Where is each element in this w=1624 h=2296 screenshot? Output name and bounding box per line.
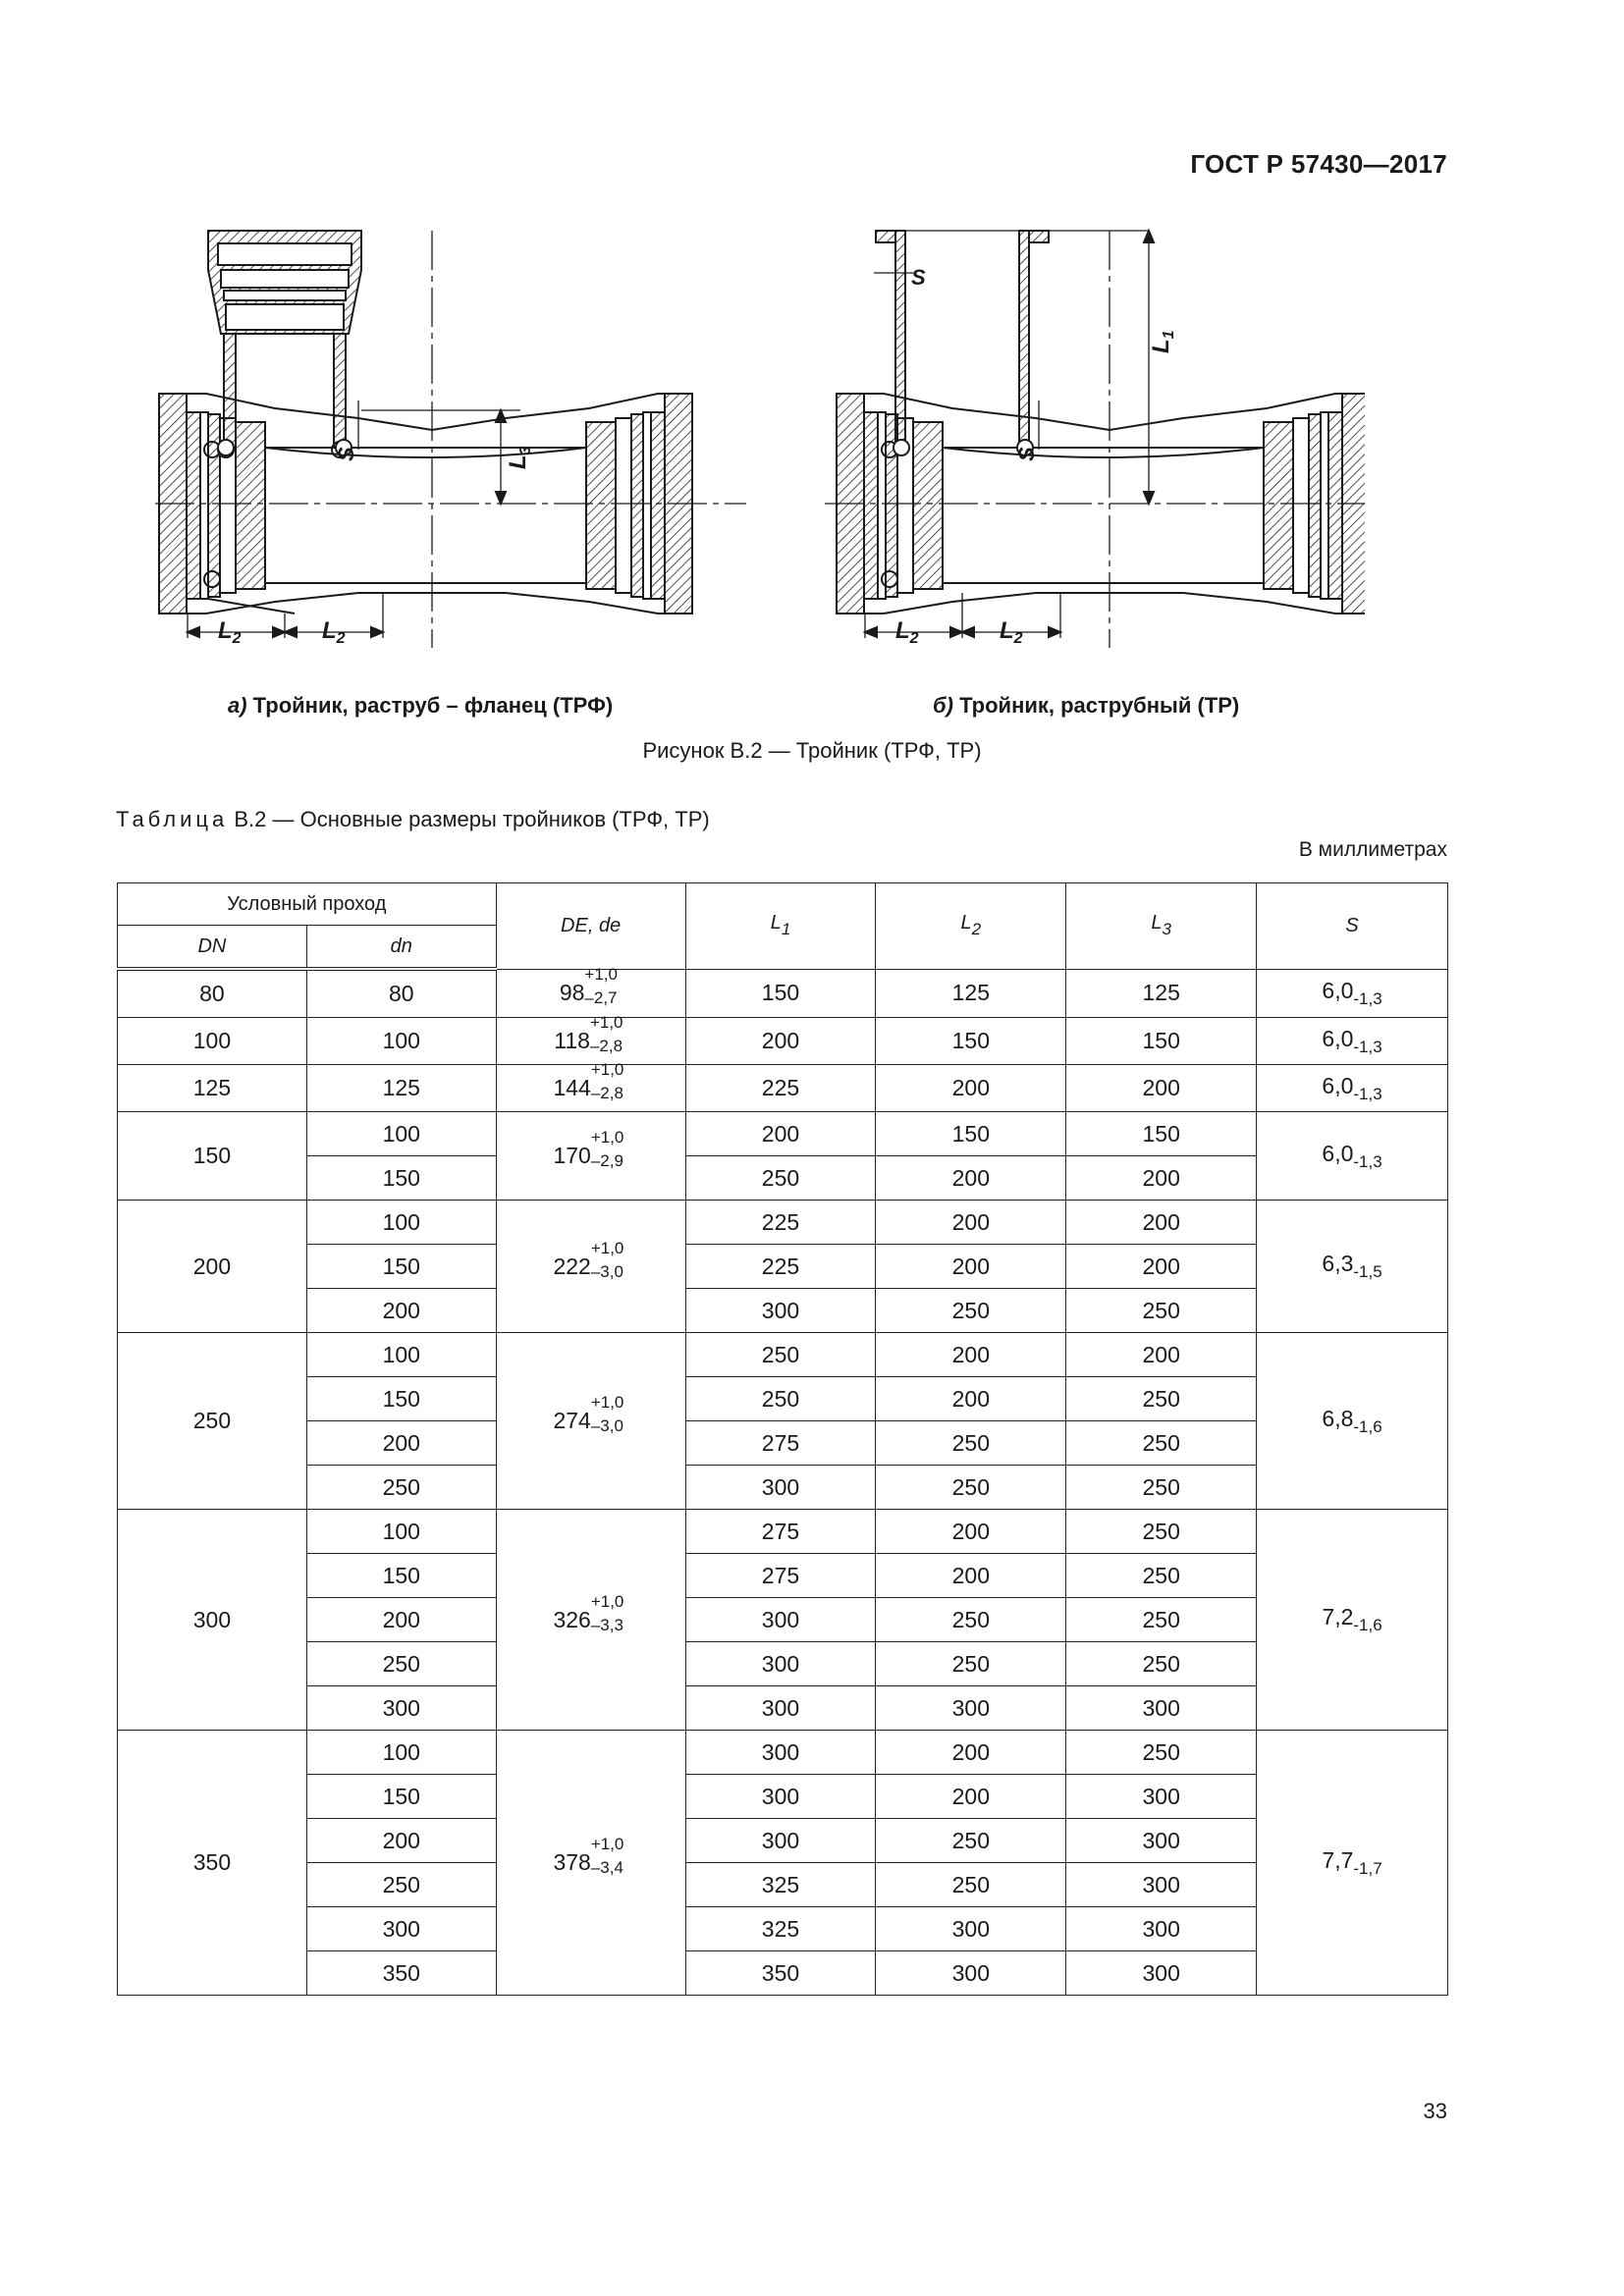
cell-l2: 150 — [876, 1018, 1066, 1065]
cell-l1: 275 — [685, 1421, 876, 1466]
de-value: 378 — [553, 1849, 591, 1875]
cell-dn-lower: 150 — [306, 1377, 496, 1421]
cell-l2: 250 — [876, 1819, 1066, 1863]
cell-dn-lower: 100 — [306, 1018, 496, 1065]
dimensions-table — [117, 882, 1448, 1996]
caption-a-text: Тройник, раструб – фланец (ТРФ) — [246, 693, 614, 718]
cell-l2: 200 — [876, 1554, 1066, 1598]
table-caption-word: Таблица — [116, 807, 229, 831]
drawing-b-tee-socket — [825, 231, 1365, 648]
de-tol-minus: –3,3 — [590, 1615, 623, 1634]
cell-l3: 300 — [1066, 1863, 1257, 1907]
s-value: 6,0 — [1322, 1072, 1354, 1098]
s-value: 7,7 — [1322, 1846, 1354, 1873]
table-row — [118, 1951, 1448, 1996]
cell-de — [496, 1201, 685, 1333]
cell-l2: 250 — [876, 1289, 1066, 1333]
cell-l3: 200 — [1066, 1333, 1257, 1377]
cell-l3: 200 — [1066, 1245, 1257, 1289]
cell-l3: 250 — [1066, 1421, 1257, 1466]
cell-l2: 250 — [876, 1598, 1066, 1642]
header-nominal: Условный проход — [118, 883, 497, 926]
cell-de — [496, 1731, 685, 1996]
cell-l2: 300 — [876, 1951, 1066, 1996]
cell-dn-lower: 250 — [306, 1863, 496, 1907]
cell-l2: 125 — [876, 969, 1066, 1018]
cell-l2: 150 — [876, 1112, 1066, 1156]
cell-l1: 300 — [685, 1598, 876, 1642]
cell-dn-lower: 150 — [306, 1245, 496, 1289]
cell-dn-lower: 200 — [306, 1819, 496, 1863]
cell-l3: 250 — [1066, 1466, 1257, 1510]
table-row — [118, 1819, 1448, 1863]
header-s: S — [1257, 883, 1448, 970]
cell-l1: 250 — [685, 1333, 876, 1377]
cell-s — [1257, 1065, 1448, 1112]
table-row — [118, 1466, 1448, 1510]
de-tol-plus: +1,0 — [590, 1591, 624, 1611]
cell-l3: 300 — [1066, 1951, 1257, 1996]
tee-drawings — [147, 226, 1365, 648]
cell-dn-lower: 100 — [306, 1510, 496, 1554]
svg-text:S: S — [334, 447, 358, 461]
table-row — [118, 1112, 1448, 1156]
cell-dn-lower: 300 — [306, 1686, 496, 1731]
svg-text:L2: $L_2$ — [895, 617, 919, 647]
cell-dn-lower: 200 — [306, 1289, 496, 1333]
cell-l3: 250 — [1066, 1289, 1257, 1333]
cell-l1: 275 — [685, 1554, 876, 1598]
cell-l3: 250 — [1066, 1731, 1257, 1775]
s-value: 6,8 — [1322, 1405, 1354, 1431]
table-row — [118, 1065, 1448, 1112]
s-tol: -1,5 — [1353, 1262, 1382, 1281]
de-tol-plus: +1,0 — [590, 1238, 624, 1257]
cell-de — [496, 1510, 685, 1731]
s-tol: -1,3 — [1353, 988, 1382, 1008]
cell-de — [496, 1060, 685, 1112]
de-value: 274 — [553, 1408, 591, 1433]
cell-dn-upper: 125 — [118, 1065, 307, 1112]
cell-s — [1257, 1112, 1448, 1201]
header-l3: $L_3$ — [1066, 883, 1257, 970]
cell-dn-upper: 100 — [118, 1018, 307, 1065]
cell-de — [496, 965, 685, 1018]
cell-l1: 300 — [685, 1819, 876, 1863]
table-row — [118, 1245, 1448, 1289]
cell-l1: 275 — [685, 1510, 876, 1554]
table-body — [118, 965, 1448, 1996]
cell-de — [496, 1112, 685, 1201]
header-dn-lower: dn — [306, 926, 496, 970]
cell-dn-lower: 150 — [306, 1554, 496, 1598]
figure-title: Рисунок В.2 — Тройник (ТРФ, ТР) — [642, 738, 982, 763]
cell-dn-lower: 350 — [306, 1951, 496, 1996]
s-value: 6,0 — [1322, 1025, 1354, 1051]
cell-l1: 300 — [685, 1466, 876, 1510]
cell-l3: 150 — [1066, 1112, 1257, 1156]
s-tol: -1,3 — [1353, 1084, 1382, 1103]
cell-dn-upper: 250 — [118, 1333, 307, 1510]
cell-l3: 250 — [1066, 1598, 1257, 1642]
cell-dn-lower: 250 — [306, 1466, 496, 1510]
cell-l2: 250 — [876, 1863, 1066, 1907]
svg-text:S: S — [1014, 447, 1039, 461]
cell-l2: 200 — [876, 1065, 1066, 1112]
cell-s — [1257, 1018, 1448, 1065]
table-row — [118, 969, 1448, 1018]
cell-l3: 300 — [1066, 1686, 1257, 1731]
de-value: 144 — [553, 1075, 591, 1100]
cell-dn-upper: 300 — [118, 1510, 307, 1731]
svg-text:L2: $L_2$ — [322, 617, 346, 647]
cell-l3: 125 — [1066, 969, 1257, 1018]
table-row — [118, 1510, 1448, 1554]
svg-text:L2: $L_2$ — [1000, 617, 1023, 647]
table-row — [118, 1863, 1448, 1907]
cell-dn-lower: 100 — [306, 1201, 496, 1245]
cell-dn-upper: 200 — [118, 1201, 307, 1333]
cell-l2: 200 — [876, 1775, 1066, 1819]
de-tol-plus: +1,0 — [589, 1013, 623, 1032]
de-tol-minus: –2,9 — [590, 1151, 623, 1170]
cell-l2: 200 — [876, 1156, 1066, 1201]
table-caption — [116, 807, 710, 832]
cell-l1: 225 — [685, 1245, 876, 1289]
caption-b-text: Тройник, раструбный (ТР) — [952, 693, 1240, 718]
cell-dn-upper: 350 — [118, 1731, 307, 1996]
caption-b — [933, 693, 1239, 719]
cell-l1: 200 — [685, 1018, 876, 1065]
de-value: 222 — [553, 1253, 591, 1279]
table-row — [118, 1686, 1448, 1731]
cell-dn-lower: 100 — [306, 1731, 496, 1775]
table-row — [118, 1421, 1448, 1466]
cell-dn-lower: 250 — [306, 1642, 496, 1686]
drawing-a-tee-socket-flange — [155, 231, 746, 648]
standard-header: ГОСТ Р 57430—2017 — [1190, 149, 1447, 179]
de-tol-minus: –2,8 — [589, 1037, 623, 1055]
cell-dn-lower: 200 — [306, 1598, 496, 1642]
cell-l2: 200 — [876, 1510, 1066, 1554]
de-value: 170 — [553, 1143, 591, 1168]
de-tol-plus: +1,0 — [590, 1835, 624, 1853]
table-row — [118, 1775, 1448, 1819]
cell-de — [496, 1013, 685, 1065]
caption-b-letter: б) — [933, 693, 953, 718]
cell-l3: 250 — [1066, 1554, 1257, 1598]
de-tol-plus: +1,0 — [590, 1393, 624, 1412]
cell-l2: 200 — [876, 1333, 1066, 1377]
cell-l1: 300 — [685, 1642, 876, 1686]
cell-l3: 200 — [1066, 1156, 1257, 1201]
cell-dn-lower: 200 — [306, 1421, 496, 1466]
cell-l1: 300 — [685, 1686, 876, 1731]
s-tol: -1,3 — [1353, 1037, 1382, 1056]
cell-s — [1257, 1510, 1448, 1731]
cell-l3: 250 — [1066, 1510, 1257, 1554]
cell-l3: 250 — [1066, 1377, 1257, 1421]
cell-l1: 300 — [685, 1775, 876, 1819]
cell-l1: 250 — [685, 1156, 876, 1201]
cell-l1: 325 — [685, 1863, 876, 1907]
cell-s — [1257, 1201, 1448, 1333]
cell-s — [1257, 969, 1448, 1018]
table-row — [118, 1377, 1448, 1421]
cell-l3: 150 — [1066, 1018, 1257, 1065]
header-dn-upper: DN — [118, 926, 307, 970]
cell-l1: 225 — [685, 1065, 876, 1112]
cell-dn-lower: 150 — [306, 1156, 496, 1201]
cell-l2: 200 — [876, 1201, 1066, 1245]
svg-text:S: S — [911, 265, 926, 290]
svg-text:L1: $L_1$ — [1148, 330, 1177, 353]
cell-l2: 200 — [876, 1731, 1066, 1775]
de-value: 118 — [554, 1028, 590, 1053]
table-row — [118, 1018, 1448, 1065]
table-row — [118, 1156, 1448, 1201]
table-row — [118, 1289, 1448, 1333]
cell-dn-lower: 150 — [306, 1775, 496, 1819]
cell-l2: 250 — [876, 1466, 1066, 1510]
s-value: 6,0 — [1322, 977, 1354, 1003]
svg-text:L3: $L_3$ — [505, 446, 534, 469]
cell-l2: 300 — [876, 1907, 1066, 1951]
cell-dn-upper: 80 — [118, 969, 307, 1018]
s-value: 7,2 — [1322, 1604, 1354, 1629]
cell-l2: 250 — [876, 1421, 1066, 1466]
table-caption-rest: В.2 — Основные размеры тройников (ТРФ, ТР) — [228, 807, 710, 831]
cell-l1: 325 — [685, 1907, 876, 1951]
s-tol: -1,7 — [1353, 1858, 1382, 1878]
cell-s — [1257, 1731, 1448, 1996]
cell-dn-upper: 150 — [118, 1112, 307, 1201]
cell-dn-lower: 100 — [306, 1333, 496, 1377]
s-tol: -1,6 — [1353, 1416, 1382, 1436]
caption-a-letter: а) — [228, 693, 247, 718]
cell-dn-lower: 80 — [306, 969, 496, 1018]
cell-l2: 200 — [876, 1245, 1066, 1289]
cell-l3: 200 — [1066, 1065, 1257, 1112]
cell-s — [1257, 1333, 1448, 1510]
de-tol-plus: +1,0 — [590, 1060, 624, 1079]
caption-a — [228, 693, 613, 719]
s-tol: -1,3 — [1353, 1151, 1382, 1171]
header-l2: $L_2$ — [876, 883, 1066, 970]
table-row — [118, 1598, 1448, 1642]
cell-l3: 200 — [1066, 1201, 1257, 1245]
cell-dn-lower: 125 — [306, 1065, 496, 1112]
cell-l1: 200 — [685, 1112, 876, 1156]
cell-l1: 350 — [685, 1951, 876, 1996]
cell-l3: 250 — [1066, 1642, 1257, 1686]
de-tol-plus: +1,0 — [590, 1128, 624, 1147]
cell-l1: 300 — [685, 1289, 876, 1333]
page-number: 33 — [1423, 2099, 1447, 2123]
de-tol-minus: –3,4 — [590, 1858, 623, 1877]
cell-de — [496, 1333, 685, 1510]
cell-l3: 300 — [1066, 1819, 1257, 1863]
cell-l2: 200 — [876, 1377, 1066, 1421]
cell-l1: 150 — [685, 969, 876, 1018]
de-value: 98 — [559, 980, 585, 1006]
table-row — [118, 1201, 1448, 1245]
de-tol-plus: +1,0 — [584, 965, 618, 985]
table-units: В миллиметрах — [1298, 838, 1447, 861]
cell-l2: 300 — [876, 1686, 1066, 1731]
s-tol: -1,6 — [1353, 1616, 1382, 1634]
table-row — [118, 1731, 1448, 1775]
de-tol-minus: –2,8 — [590, 1084, 623, 1102]
de-value: 326 — [553, 1606, 591, 1632]
svg-text:L2: $L_2$ — [218, 617, 242, 647]
cell-l1: 300 — [685, 1731, 876, 1775]
table-row — [118, 1333, 1448, 1377]
cell-l1: 250 — [685, 1377, 876, 1421]
s-value: 6,3 — [1322, 1251, 1354, 1276]
cell-l1: 225 — [685, 1201, 876, 1245]
de-tol-minus: –3,0 — [590, 1261, 623, 1281]
cell-l2: 250 — [876, 1642, 1066, 1686]
cell-dn-lower: 100 — [306, 1112, 496, 1156]
table-row — [118, 1642, 1448, 1686]
de-tol-minus: –3,0 — [590, 1416, 623, 1435]
s-value: 6,0 — [1322, 1140, 1354, 1166]
table-row — [118, 1907, 1448, 1951]
cell-l3: 300 — [1066, 1907, 1257, 1951]
cell-dn-lower: 300 — [306, 1907, 496, 1951]
table-row — [118, 1554, 1448, 1598]
header-de: DE, de — [496, 883, 685, 970]
de-tol-minus: –2,7 — [584, 988, 618, 1008]
cell-l3: 300 — [1066, 1775, 1257, 1819]
header-l1: $L_1$ — [685, 883, 876, 970]
